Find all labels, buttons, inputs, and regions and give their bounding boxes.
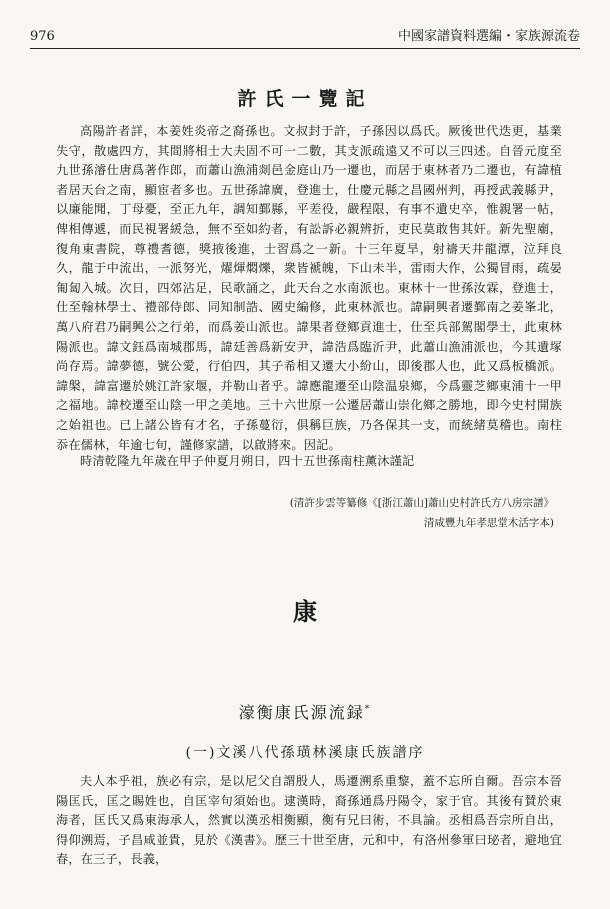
preface-paragraph: 夫人本乎祖，族必有宗，是以尼父自謂殷人，馬遷溯系重黎，蓋不忘所自爾。吾宗本晉陽匡氏，匡之賜姓也，自匡宰句須始也。逮漢時，裔孫通爲丹陽令，家于官。其後有賛於東海者，匡氏又爲東海承人，然實以漢丞相衡顯，衡有兄曰術，不具論。丞相爲吾宗所自出，得仰溯焉，子昌咸並貴，見於《漢書》。歷三十世至唐，元和中，有洛州參軍曰珌者，避地宜春，在三子，長義，	[56, 774, 562, 867]
page-header	[30, 22, 580, 44]
footnote-marker: *	[364, 704, 372, 715]
source-citation-line1: (清許步雲等纂修《[浙江蕭山]蕭山史村許氏方八房宗譜》	[289, 497, 554, 509]
book-title: 中國家譜資料選編・家族源流卷	[397, 29, 580, 44]
chapter-title-text: 濠衡康氏源流録	[238, 703, 365, 722]
surname-heading: 康	[293, 597, 317, 626]
chapter-title	[0, 700, 610, 723]
header-rule	[30, 48, 580, 49]
page-number: 976	[30, 29, 55, 44]
signature-line: 時清乾隆九年歲在甲子仲夏月朔日，四十五世孫南柱薰沐謹記	[80, 454, 415, 468]
source-citation-line2: 清咸豐九年孝思堂木活字本)	[423, 517, 554, 529]
section-title: 許氏一覽記	[237, 88, 373, 110]
chapter-subtitle: (一)文溪八代孫璜林溪康氏族譜序	[185, 745, 425, 761]
body-paragraph: 高陽許者詳，本姜姓炎帝之裔孫也。文叔封于許，子孫因以爲氏。厥後世代迭更，基業失守，散處四方，其間將相士大夫固不可一二數，其支派疏遠又不可以三四述。自晉元度至九世孫濬仕唐爲著作郎，而蕭山漁浦剡邑金庭山乃一遷也，而居于東林者乃二遷也，有諱植者居天台之南，顯宦者多也。五世孫諱廣，登進士，仕慶元縣之昌國州判，再授武義縣尹，以廉能聞，丁母憂，至正九年，調知鄞縣，平差役，嚴程限，有事不遺史卒，惟親署一帖，俾相傳遞，而民視署緩急，無不至如約者，有訟訴必親辨折，吏民莫敢售其奸。新先聖廟，復角東書院，尊禮耆德，獎掖後進，士習爲之一新。十三年夏旱，射禱天井龍潭，泣拜良久，龍于中流出，一派努光，燿煇燜爍，衆皆褫魄，下山未半，雷雨大作，公獨冒雨，疏晏匍匐入城。次日，四郊沾足，民歌誦之，此天台之水南派也。東林十一世孫汝霖，登進士，仕至翰林學士、禮部侍郎、同知制誥、國史編修，此東林派也。諱嗣興者遷鄞南之姜峯北，萬八府君乃嗣興公之行弟，而爲姜山派也。諱果者登鄉貢進士，仕至兵部駕閣學士，此東林陽派也。諱文鈺爲南城郡馬，諱廷善爲新安尹，諱浩爲臨沂尹，此蕭山漁浦派也，今其遺塚尚存焉。諱夢德，號公愛，行伯四，其子希相又遷大小紛山，即後郡人也，此又爲板橋派。諱槃，諱富遷於姚江許家堰，并勒山者乎。諱應龍遷至山陰温泉鄉，今爲靈芝鄉東浦十一甲之福地。諱校遷至山陰一甲之美地。三十六世原一公遷居蕭山崇化鄉之勝地，即今史村開族之始祖也。已上諸公皆有才名，子孫蔓衍，俱稱巨族，乃各保其一支，而統緒莫稽也。南柱忝在儒林，年逾七旬，謹修家譜，以啟將來。因記。	[56, 124, 562, 452]
